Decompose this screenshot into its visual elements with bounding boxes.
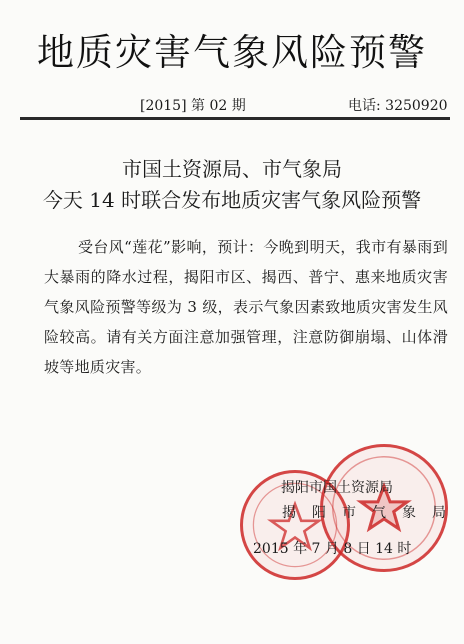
- issuer-line-2: 揭阳市气象局: [282, 505, 462, 521]
- headline: [0, 154, 464, 216]
- document-title: 地质灾害气象风险预警: [37, 31, 427, 74]
- headline-line-1: 市国土资源局、市气象局: [122, 157, 342, 181]
- headline-line-2: 今天 14 时联合发布地质灾害气象风险预警: [42, 188, 422, 212]
- body-paragraph: 受台风“莲花”影响，预计：今晚到明天，我市有暴雨到大暴雨的降水过程，揭阳市区、揭西、普宁、惠来地质灾害气象风险预警等级为 3 级，表示气象因素致地质灾害发生风险较高。请有关方面注意加强管理，注意防御崩塌、山体滑坡等地质灾害。: [44, 238, 448, 376]
- header-divider: [20, 117, 450, 120]
- phone-number: 电话: 3250920: [348, 98, 448, 114]
- document-meta: [0, 95, 464, 115]
- issue-date: 2015 年 7 月 8 日 14 时: [253, 541, 412, 557]
- issue-number: [2015] 第 02 期: [140, 98, 246, 114]
- issuer-line-1: 揭阳市国土资源局: [281, 480, 393, 496]
